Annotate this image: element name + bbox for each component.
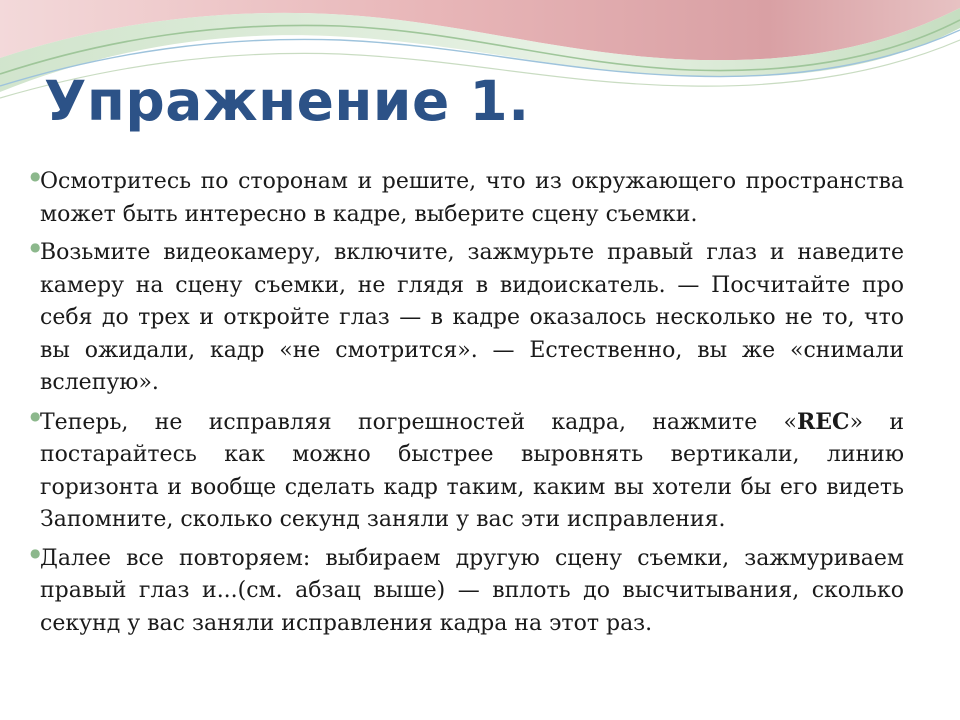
bullet-text: Осмотритесь по сторонам и решите, что из окружающего пространства может быть интересно в кадре, выберите сцену съемки. [40,169,904,227]
bullet-text: Возьмите видеокамеру, включите, зажмурьте правый глаз и наведите камеру на сцену съемки, не глядя в видоискатель. — Посчитайте про себя до трех и откройте глаз — в кадре оказалось несколько не то, что вы ожидали, кадр «не смотрится». — Естественно, вы же «снимали вслепую». [40,240,904,395]
bullet-list [30,166,904,646]
bullet-dot-icon: ● [30,545,41,560]
bullet-item-4 [30,543,904,641]
bullet-text-after: » и постарайтесь как можно быстрее выровнять вертикали, линию горизонта и вообще сделать кадр таким, каким вы хотели бы его видеть Запомните, сколько секунд заняли у вас эти исправления. [40,409,904,532]
slide-title-period: . [508,69,530,133]
bullet-text: Далее все повторяем: выбираем другую сцену съемки, зажмуриваем правый глаз и...(см. абзац выше) — вплоть до высчитывания, сколько секунд у вас заняли исправления кадра на этот раз. [40,545,904,636]
bullet-dot-icon: ● [30,240,41,254]
rec-label: REC [797,408,850,435]
bullet-item-1 [30,166,904,231]
slide-title [44,69,530,133]
bullet-dot-icon: ● [30,169,41,183]
bullet-text-before: Теперь, не исправляя погрешностей кадра, нажмите « [40,409,797,435]
bullet-item-2 [30,237,904,400]
slide-title-text: Упражнение 1 [44,69,509,133]
bullet-dot-icon: ● [30,408,41,423]
bullet-item-3 [30,406,904,537]
